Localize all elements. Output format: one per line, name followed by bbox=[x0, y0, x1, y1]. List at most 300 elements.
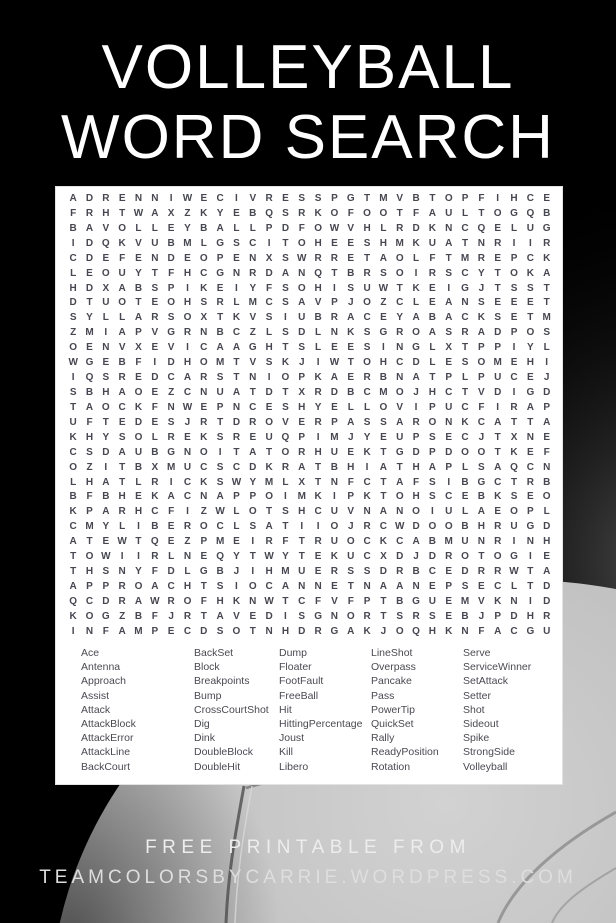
grid-row bbox=[65, 476, 555, 491]
grid-letter: C bbox=[494, 476, 502, 488]
grid-letter: I bbox=[284, 491, 287, 503]
grid-letter: S bbox=[282, 252, 289, 264]
grid-letter: K bbox=[69, 610, 77, 622]
grid-letter: C bbox=[396, 297, 404, 309]
word-search-grid bbox=[65, 192, 555, 640]
word-list-column bbox=[81, 646, 194, 774]
grid-row bbox=[65, 401, 555, 416]
grid-letter: G bbox=[379, 327, 388, 339]
grid-letter: R bbox=[314, 416, 322, 428]
grid-letter: P bbox=[510, 327, 518, 339]
grid-letter: S bbox=[445, 327, 453, 339]
word-list-item: Dig bbox=[194, 718, 210, 731]
grid-letter: J bbox=[347, 297, 354, 309]
grid-letter: L bbox=[200, 237, 207, 249]
grid-letter: W bbox=[117, 536, 127, 548]
grid-letter: H bbox=[428, 625, 436, 637]
grid-letter: Y bbox=[396, 312, 404, 324]
word-list-item: DoubleBlock bbox=[194, 746, 253, 759]
grid-letter: O bbox=[526, 327, 535, 339]
grid-letter: C bbox=[363, 476, 371, 488]
grid-letter: E bbox=[445, 610, 453, 622]
grid-letter: Z bbox=[119, 610, 126, 622]
title-line-1: VOLLEYBALL bbox=[101, 33, 515, 102]
grid-letter: A bbox=[118, 386, 126, 398]
word-list-item: ServiceWinner bbox=[463, 661, 532, 674]
grid-letter: O bbox=[167, 297, 176, 309]
grid-letter: A bbox=[379, 461, 388, 473]
grid-letter: F bbox=[478, 625, 485, 637]
grid-letter: D bbox=[281, 222, 290, 234]
grid-letter: P bbox=[331, 193, 338, 204]
grid-letter: N bbox=[249, 252, 257, 264]
grid-letter: S bbox=[461, 357, 469, 369]
grid-letter: T bbox=[102, 416, 109, 428]
grid-letter: M bbox=[542, 312, 551, 324]
word-list-item: Ace bbox=[81, 647, 100, 659]
grid-letter: R bbox=[216, 297, 224, 309]
grid-letter: P bbox=[412, 431, 420, 443]
grid-letter: Y bbox=[86, 312, 93, 324]
grid-letter: V bbox=[331, 595, 338, 607]
grid-letter: B bbox=[412, 566, 420, 578]
grid-letter: T bbox=[494, 267, 501, 279]
grid-letter: N bbox=[330, 327, 339, 339]
grid-letter: W bbox=[182, 401, 193, 413]
grid-letter: H bbox=[118, 491, 126, 503]
grid-letter: I bbox=[512, 386, 516, 398]
grid-letter: C bbox=[85, 595, 94, 607]
grid-letter: G bbox=[461, 282, 469, 294]
grid-letter: A bbox=[69, 536, 77, 548]
grid-letter: K bbox=[526, 267, 534, 279]
grid-letter: R bbox=[85, 207, 94, 219]
grid-letter: Q bbox=[265, 207, 273, 219]
grid-row bbox=[65, 371, 555, 386]
grid-letter: Y bbox=[282, 551, 289, 563]
grid-letter: B bbox=[85, 386, 94, 398]
grid-letter: F bbox=[543, 446, 550, 458]
word-list-column bbox=[279, 646, 371, 774]
grid-letter: P bbox=[265, 222, 273, 234]
word-list-item: AttackError bbox=[81, 732, 134, 745]
grid-letter: A bbox=[379, 580, 388, 592]
grid-letter: T bbox=[494, 446, 501, 458]
grid-letter: K bbox=[200, 207, 208, 219]
grid-letter: C bbox=[167, 580, 175, 592]
grid-letter: O bbox=[118, 222, 127, 234]
grid-letter: O bbox=[101, 401, 110, 413]
grid-row bbox=[65, 386, 555, 401]
grid-letter: I bbox=[430, 506, 434, 518]
grid-letter: B bbox=[428, 536, 436, 548]
word-list-item: Setter bbox=[463, 689, 492, 702]
grid-letter: X bbox=[135, 342, 142, 354]
grid-letter: O bbox=[395, 491, 404, 503]
grid-letter: E bbox=[429, 297, 436, 309]
grid-letter: A bbox=[85, 401, 94, 413]
grid-letter: I bbox=[235, 193, 238, 204]
grid-letter: R bbox=[118, 372, 126, 384]
grid-letter: B bbox=[102, 491, 110, 503]
grid-letter: R bbox=[183, 327, 192, 339]
grid-letter: L bbox=[151, 222, 158, 234]
grid-letter: E bbox=[86, 342, 93, 354]
grid-letter: Q bbox=[477, 222, 486, 234]
grid-letter: F bbox=[168, 267, 175, 279]
grid-letter: M bbox=[248, 297, 257, 309]
grid-letter: P bbox=[86, 580, 93, 592]
grid-letter: A bbox=[396, 580, 404, 592]
grid-letter: Q bbox=[510, 461, 518, 473]
grid-letter: F bbox=[282, 536, 289, 548]
grid-letter: R bbox=[281, 461, 290, 473]
grid-letter: M bbox=[215, 357, 225, 369]
word-list-item: Overpass bbox=[371, 661, 416, 674]
grid-letter: E bbox=[233, 252, 240, 264]
grid-letter: T bbox=[527, 566, 534, 578]
grid-row bbox=[65, 237, 555, 252]
grid-letter: T bbox=[266, 506, 273, 518]
grid-letter: N bbox=[477, 536, 485, 548]
grid-letter: Y bbox=[233, 551, 240, 563]
grid-letter: T bbox=[331, 267, 338, 279]
grid-letter: D bbox=[85, 237, 94, 249]
grid-letter: I bbox=[251, 566, 255, 578]
grid-letter: S bbox=[363, 416, 371, 428]
grid-letter: H bbox=[216, 595, 224, 607]
grid-letter: K bbox=[363, 491, 371, 503]
grid-letter: T bbox=[86, 297, 93, 309]
grid-letter: H bbox=[526, 357, 534, 369]
grid-letter: B bbox=[412, 193, 420, 204]
grid-letter: T bbox=[249, 386, 256, 398]
grid-letter: M bbox=[264, 476, 274, 488]
grid-letter: I bbox=[104, 327, 108, 339]
grid-letter: C bbox=[69, 521, 77, 533]
word-list-item: Rally bbox=[371, 732, 395, 745]
grid-letter: D bbox=[151, 372, 159, 384]
grid-letter: E bbox=[331, 237, 338, 249]
grid-letter: I bbox=[316, 521, 320, 533]
grid-letter: P bbox=[429, 446, 436, 458]
grid-letter: S bbox=[510, 282, 518, 294]
grid-letter: E bbox=[298, 416, 306, 428]
grid-letter: C bbox=[396, 357, 404, 369]
grid-letter: X bbox=[298, 386, 306, 398]
grid-letter: O bbox=[477, 446, 486, 458]
grid-letter: E bbox=[282, 193, 289, 204]
grid-letter: O bbox=[477, 357, 486, 369]
grid-letter: O bbox=[330, 207, 339, 219]
grid-letter: S bbox=[429, 491, 436, 503]
grid-letter: Q bbox=[85, 372, 94, 384]
grid-letter: E bbox=[445, 431, 453, 443]
grid-letter: K bbox=[69, 431, 77, 443]
grid-letter: C bbox=[363, 386, 371, 398]
grid-letter: O bbox=[493, 207, 502, 219]
grid-letter: A bbox=[118, 446, 126, 458]
grid-letter: A bbox=[347, 312, 355, 324]
grid-letter: E bbox=[478, 580, 485, 592]
grid-letter: K bbox=[428, 222, 436, 234]
grid-letter: K bbox=[330, 551, 339, 563]
grid-letter: B bbox=[134, 461, 143, 473]
grid-letter: G bbox=[330, 625, 339, 637]
grid-letter: K bbox=[232, 312, 241, 324]
grid-letter: N bbox=[200, 386, 208, 398]
grid-letter: A bbox=[118, 282, 126, 294]
grid-letter: C bbox=[428, 566, 436, 578]
grid-letter: V bbox=[478, 595, 485, 607]
grid-letter: I bbox=[414, 267, 418, 279]
grid-row bbox=[65, 610, 555, 625]
grid-letter: R bbox=[543, 237, 551, 249]
grid-letter: B bbox=[461, 476, 469, 488]
grid-letter: G bbox=[101, 610, 110, 622]
grid-letter: E bbox=[461, 491, 469, 503]
grid-letter: D bbox=[167, 252, 175, 264]
grid-letter: C bbox=[363, 551, 371, 563]
grid-letter: N bbox=[118, 566, 126, 578]
grid-letter: H bbox=[543, 536, 551, 548]
grid-letter: C bbox=[510, 625, 518, 637]
grid-letter: D bbox=[445, 446, 453, 458]
grid-letter: Y bbox=[363, 431, 371, 443]
grid-letter: I bbox=[284, 610, 287, 622]
grid-letter: P bbox=[86, 506, 93, 518]
grid-letter: M bbox=[395, 237, 404, 249]
grid-letter: K bbox=[494, 595, 502, 607]
grid-letter: C bbox=[69, 252, 77, 264]
grid-letter: P bbox=[249, 491, 257, 503]
grid-letter: P bbox=[200, 536, 208, 548]
grid-letter: I bbox=[414, 401, 418, 413]
grid-letter: U bbox=[330, 506, 339, 518]
grid-row bbox=[65, 311, 555, 326]
grid-letter: N bbox=[461, 625, 469, 637]
grid-letter: T bbox=[298, 536, 305, 548]
grid-letter: F bbox=[347, 476, 354, 488]
grid-letter: G bbox=[526, 625, 535, 637]
grid-letter: F bbox=[168, 506, 175, 518]
grid-row bbox=[65, 565, 555, 580]
grid-letter: B bbox=[428, 312, 436, 324]
grid-letter: T bbox=[119, 476, 126, 488]
grid-letter: A bbox=[216, 610, 224, 622]
grid-letter: T bbox=[249, 625, 256, 637]
grid-letter: T bbox=[527, 580, 534, 592]
grid-letter: L bbox=[429, 342, 436, 354]
word-list-item: FootFault bbox=[279, 675, 324, 688]
grid-letter: A bbox=[379, 506, 388, 518]
word-list-item: Floater bbox=[279, 661, 312, 674]
grid-letter: P bbox=[494, 342, 502, 354]
grid-letter: P bbox=[363, 595, 371, 607]
grid-letter: R bbox=[428, 267, 436, 279]
grid-letter: I bbox=[120, 551, 124, 563]
grid-letter: O bbox=[297, 237, 306, 249]
grid-letter: O bbox=[428, 521, 437, 533]
grid-letter: E bbox=[216, 282, 224, 294]
grid-letter: O bbox=[183, 595, 192, 607]
grid-row bbox=[65, 625, 555, 640]
grid-letter: U bbox=[461, 536, 469, 548]
grid-letter: O bbox=[69, 342, 78, 354]
grid-letter: A bbox=[428, 207, 436, 219]
grid-letter: T bbox=[478, 551, 485, 563]
grid-letter: R bbox=[314, 625, 322, 637]
grid-letter: A bbox=[543, 416, 551, 428]
grid-letter: I bbox=[153, 357, 157, 369]
grid-letter: O bbox=[395, 625, 404, 637]
grid-letter: D bbox=[102, 595, 110, 607]
grid-letter: Z bbox=[200, 506, 207, 518]
grid-letter: V bbox=[282, 416, 289, 428]
grid-letter: P bbox=[102, 580, 110, 592]
grid-letter: B bbox=[151, 521, 159, 533]
grid-letter: G bbox=[216, 267, 224, 279]
grid-letter: I bbox=[382, 342, 385, 354]
grid-letter: T bbox=[282, 237, 289, 249]
grid-letter: T bbox=[396, 282, 403, 294]
grid-letter: E bbox=[494, 252, 502, 264]
grid-letter: E bbox=[347, 342, 355, 354]
word-list-item: HittingPercentage bbox=[279, 718, 363, 731]
grid-letter: T bbox=[461, 386, 469, 398]
grid-letter: T bbox=[217, 312, 224, 324]
grid-letter: C bbox=[200, 267, 208, 279]
grid-letter: C bbox=[69, 446, 77, 458]
grid-letter: E bbox=[200, 193, 208, 204]
word-list-item: Pass bbox=[371, 689, 395, 702]
grid-letter: D bbox=[85, 193, 94, 204]
grid-letter: O bbox=[248, 580, 257, 592]
grid-letter: U bbox=[134, 446, 143, 458]
grid-letter: H bbox=[85, 566, 94, 578]
grid-letter: G bbox=[314, 610, 322, 622]
grid-letter: O bbox=[346, 610, 355, 622]
grid-letter: T bbox=[364, 252, 371, 264]
grid-letter: F bbox=[200, 595, 207, 607]
grid-letter: T bbox=[282, 595, 289, 607]
grid-letter: S bbox=[216, 431, 224, 443]
grid-letter: Z bbox=[184, 207, 191, 219]
grid-letter: E bbox=[135, 372, 142, 384]
grid-letter: B bbox=[167, 237, 175, 249]
grid-letter: S bbox=[69, 386, 77, 398]
grid-letter: G bbox=[412, 342, 420, 354]
grid-letter: F bbox=[478, 401, 485, 413]
word-list-item: Joust bbox=[279, 732, 305, 745]
grid-letter: J bbox=[413, 551, 419, 563]
grid-letter: T bbox=[494, 282, 501, 294]
grid-letter: L bbox=[347, 401, 354, 413]
grid-letter: D bbox=[102, 446, 110, 458]
grid-letter: E bbox=[265, 401, 273, 413]
grid-letter: L bbox=[413, 252, 420, 264]
grid-letter: T bbox=[217, 416, 224, 428]
grid-letter: I bbox=[71, 625, 75, 637]
grid-letter: R bbox=[330, 312, 339, 324]
grid-letter: O bbox=[134, 386, 143, 398]
grid-letter: P bbox=[135, 327, 142, 339]
grid-letter: C bbox=[232, 327, 241, 339]
grid-letter: D bbox=[396, 551, 404, 563]
grid-letter: K bbox=[232, 595, 241, 607]
grid-letter: E bbox=[494, 222, 502, 234]
grid-letter: O bbox=[363, 357, 371, 369]
grid-letter: K bbox=[118, 237, 126, 249]
grid-letter: A bbox=[167, 491, 175, 503]
grid-letter: P bbox=[461, 193, 469, 204]
grid-letter: X bbox=[265, 252, 273, 264]
grid-letter: A bbox=[412, 372, 420, 384]
grid-letter: H bbox=[183, 297, 192, 309]
grid-letter: F bbox=[413, 207, 420, 219]
grid-letter: N bbox=[102, 342, 110, 354]
grid-letter: E bbox=[167, 222, 175, 234]
grid-letter: A bbox=[347, 416, 355, 428]
grid-letter: F bbox=[151, 610, 158, 622]
title-line-2: WORD SEARCH bbox=[61, 103, 555, 172]
grid-letter: C bbox=[477, 416, 485, 428]
grid-letter: O bbox=[412, 327, 420, 339]
grid-letter: Y bbox=[102, 521, 110, 533]
grid-letter: J bbox=[380, 625, 387, 637]
grid-letter: B bbox=[216, 327, 224, 339]
grid-letter: V bbox=[151, 327, 159, 339]
grid-letter: Y bbox=[527, 342, 534, 354]
grid-letter: A bbox=[249, 446, 257, 458]
grid-letter: E bbox=[200, 401, 208, 413]
grid-row bbox=[65, 416, 555, 431]
grid-letter: R bbox=[151, 476, 159, 488]
grid-letter: S bbox=[543, 327, 551, 339]
grid-row bbox=[65, 267, 555, 282]
grid-letter: T bbox=[543, 297, 550, 309]
word-list-item: Bump bbox=[194, 689, 222, 702]
grid-letter: X bbox=[445, 342, 453, 354]
grid-row bbox=[65, 520, 555, 535]
grid-letter: L bbox=[380, 222, 387, 234]
grid-letter: A bbox=[102, 506, 110, 518]
grid-letter: I bbox=[251, 536, 255, 548]
grid-letter: N bbox=[543, 461, 551, 473]
grid-letter: Y bbox=[249, 476, 257, 488]
grid-letter: M bbox=[493, 357, 502, 369]
grid-letter: A bbox=[396, 476, 404, 488]
word-list-item: Serve bbox=[463, 647, 491, 659]
grid-letter: H bbox=[526, 610, 534, 622]
grid-letter: R bbox=[412, 416, 420, 428]
grid-row bbox=[65, 192, 555, 207]
grid-letter: I bbox=[218, 446, 222, 458]
grid-letter: A bbox=[232, 342, 241, 354]
grid-letter: N bbox=[200, 327, 208, 339]
grid-letter: T bbox=[70, 551, 77, 563]
grid-letter: R bbox=[118, 595, 126, 607]
grid-letter: L bbox=[70, 267, 77, 279]
grid-letter: N bbox=[151, 193, 159, 204]
grid-letter: Y bbox=[135, 566, 142, 578]
grid-letter: T bbox=[151, 267, 158, 279]
grid-letter: H bbox=[363, 222, 371, 234]
word-list-item: Dump bbox=[279, 647, 308, 659]
grid-letter: A bbox=[216, 491, 224, 503]
grid-letter: R bbox=[494, 521, 502, 533]
grid-row bbox=[65, 296, 555, 311]
